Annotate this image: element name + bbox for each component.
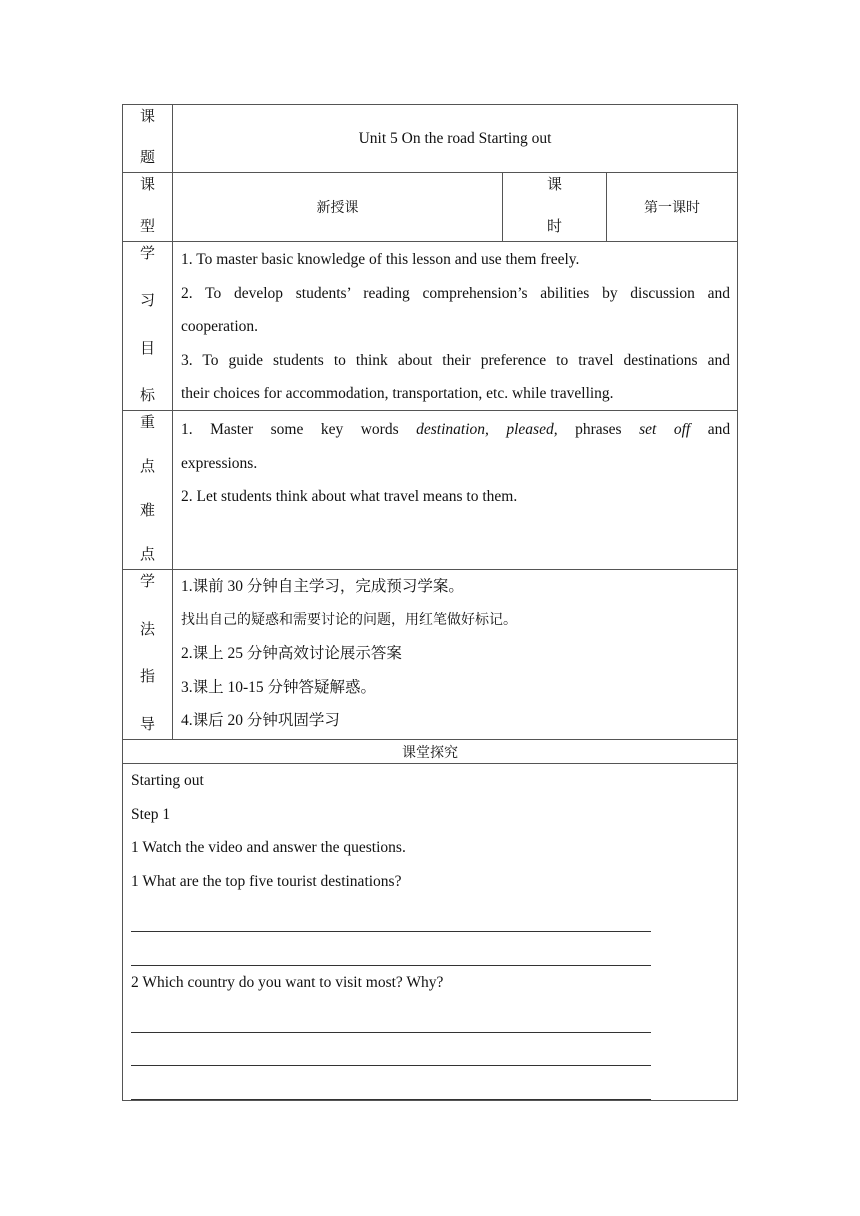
label-char: 题 bbox=[139, 150, 155, 166]
key-points-label bbox=[123, 411, 173, 569]
key-point-item: 2. Let students think about what travel means to them. bbox=[181, 488, 518, 506]
label-char: 点 bbox=[139, 459, 155, 475]
label-char: 重 bbox=[139, 415, 155, 431]
label-char: 导 bbox=[139, 716, 155, 733]
method-item: 找出自己的疑惑和需要讨论的问题，用红笔做好标记。 bbox=[181, 611, 517, 628]
step-label: Step 1 bbox=[131, 805, 171, 823]
topic-row bbox=[123, 105, 737, 173]
objective-item: 3. To guide students to think about their preference to travel destinations and bbox=[181, 351, 730, 369]
label-char: 法 bbox=[139, 621, 155, 638]
task-text: 1 Watch the video and answer the questions. bbox=[131, 839, 406, 857]
label-char: 型 bbox=[139, 219, 155, 235]
objectives-label bbox=[123, 242, 173, 410]
label-char: 课 bbox=[139, 109, 155, 125]
key-points-content bbox=[173, 411, 737, 569]
method-row bbox=[123, 570, 737, 740]
key-points-row bbox=[123, 411, 737, 570]
answer-line[interactable] bbox=[131, 898, 651, 932]
method-content bbox=[173, 570, 737, 739]
type-value: 新授课 bbox=[173, 173, 503, 241]
type-row bbox=[123, 173, 737, 242]
answer-line[interactable] bbox=[131, 1066, 651, 1100]
topic-value: Unit 5 On the road Starting out bbox=[358, 129, 552, 147]
method-item: 2.课上 25 分钟高效讨论展示答案 bbox=[181, 645, 402, 663]
key-point-item: 1. Master some key words destination, pleased, phrases set off and bbox=[181, 421, 731, 438]
answer-line[interactable] bbox=[131, 1033, 651, 1067]
lesson-plan-table bbox=[122, 104, 738, 1101]
class-inquiry-content bbox=[123, 764, 737, 1100]
key-word: pleased, bbox=[506, 421, 558, 438]
objectives-row bbox=[123, 242, 737, 411]
question-1: 1 What are the top five tourist destinations? bbox=[131, 872, 402, 890]
method-item: 3.课上 10-15 分钟答疑解惑。 bbox=[181, 678, 377, 696]
objective-item: 1. To master basic knowledge of this lesson and use them freely. bbox=[181, 251, 580, 268]
topic-label bbox=[123, 105, 173, 172]
method-label bbox=[123, 570, 173, 739]
key-word: destination, bbox=[416, 421, 489, 438]
label-char: 目 bbox=[139, 340, 155, 357]
key-phrase: set off bbox=[639, 421, 691, 438]
section-title: 课堂探究 bbox=[123, 740, 737, 764]
label-char: 课 bbox=[139, 177, 155, 193]
answer-line[interactable] bbox=[131, 999, 651, 1033]
label-char: 学 bbox=[139, 246, 155, 262]
method-item: 4.课后 20 分钟巩固学习 bbox=[181, 712, 340, 730]
label-char: 习 bbox=[139, 293, 155, 310]
label-char: 点 bbox=[139, 547, 155, 563]
objective-item: their choices for accommodation, transportation, etc. while travelling. bbox=[181, 385, 614, 403]
label-char: 难 bbox=[139, 503, 155, 519]
objective-item: cooperation. bbox=[181, 318, 259, 336]
method-item: 1.课前 30 分钟自主学习，完成预习学案。 bbox=[181, 578, 464, 595]
label-char: 标 bbox=[139, 387, 155, 404]
label-char: 课 bbox=[546, 177, 562, 193]
label-char: 指 bbox=[139, 669, 155, 686]
content-heading: Starting out bbox=[131, 772, 204, 789]
label-char: 时 bbox=[546, 219, 562, 235]
period-value: 第一课时 bbox=[644, 200, 700, 216]
type-label bbox=[123, 173, 173, 241]
question-2: 2 Which country do you want to visit most? Why? bbox=[131, 973, 444, 991]
objective-item: 2. To develop students’ reading comprehension’s abilities by discussion and bbox=[181, 284, 730, 302]
key-point-item: expressions. bbox=[181, 454, 258, 472]
label-char: 学 bbox=[139, 574, 155, 590]
period-label bbox=[503, 173, 607, 241]
answer-line[interactable] bbox=[131, 932, 651, 966]
objectives-content bbox=[173, 242, 737, 410]
